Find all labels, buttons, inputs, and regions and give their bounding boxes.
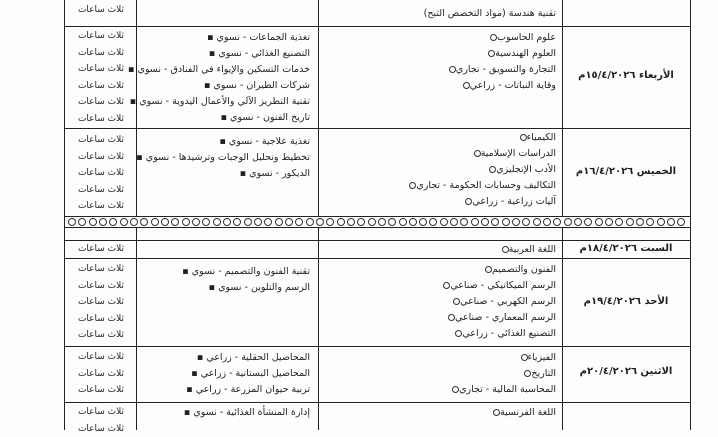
bullet-icon bbox=[485, 266, 492, 273]
specialized-subjects-cell: إدارة المنشأة الغذائية - نسوي ▪ bbox=[183, 407, 310, 418]
general-subjects-cell: الكيمياء الدراسات الإسلامية الأدب الإنجليزي التكاليف وحسابات الحكومة - تجاري آليات زراعية - زراعي bbox=[404, 130, 556, 210]
duration-cell: ثلاث ساعات ثلاث ساعات ثلاث ساعات ثلاث ساعات ثلاث ساعات bbox=[77, 135, 125, 211]
exam-date-monday: الاثنين ٢٠/٤/٢٠٢٦م bbox=[579, 366, 673, 377]
general-subjects-cell: اللغة العربية bbox=[497, 242, 556, 258]
general-subjects-cell: الفيزياء التاريخ المحاسبة المالية - تجاري bbox=[447, 350, 556, 398]
bullet-icon bbox=[521, 354, 528, 361]
duration-cell: ثلاث ساعات ثلاث ساعات ثلاث ساعات bbox=[77, 352, 125, 395]
bullet-icon bbox=[448, 314, 455, 321]
table-border-left bbox=[64, 0, 65, 430]
table-border-right bbox=[690, 0, 691, 430]
duration-cell: ثلاث ساعات bbox=[77, 244, 125, 254]
general-subjects-cell: اللغة الفرنسية bbox=[488, 405, 556, 421]
exam-date-thursday: الخميس ١٦/٤/٢٠٢٦م bbox=[575, 166, 677, 177]
column-divider-date bbox=[562, 0, 563, 216]
bullet-icon bbox=[453, 298, 460, 305]
specialized-subjects-cell: تغذية علاجية - نسوي ▪ تخطيط وتحليل الوجبات وترشيدها - نسوي ▪ الديكور - نسوي ▪ bbox=[136, 136, 310, 179]
general-subjects-cell: الفنون والتصميم الرسم الميكانيكي - صناعي الرسم الكهربي - صناعي الرسم المعماري - صناعي التصنيع الغذائي - زراعي bbox=[438, 262, 556, 342]
duration-cell: ثلاث ساعات ثلاث ساعات ثلاث ساعات ثلاث ساعات ثلاث ساعات ثلاث ساعات bbox=[77, 31, 125, 124]
column-divider-subjects bbox=[318, 0, 319, 216]
row-divider bbox=[64, 258, 691, 259]
specialized-subjects-cell: تغذية الجماعات - نسوي ▪ التصنيع الغذائي - نسوي ▪ خدمات التسكين والإيواء في الفنادق - نسوي ▪ شركات الطيران - نسوي ▪ تقنية التطريز الآلي والأعمال اليدوية - نسوي ▪ تاريخ الفنون - نسوي ▪ bbox=[128, 32, 310, 123]
bullet-icon bbox=[502, 246, 509, 253]
bullet-icon bbox=[449, 66, 456, 73]
row-divider bbox=[64, 128, 691, 129]
general-subjects-cell: تقنية هندسة (مواد التخصص الثبح) bbox=[423, 8, 556, 19]
row-divider bbox=[64, 346, 691, 347]
specialized-subjects-cell: المحاصيل الحقلية - زراعي ▪ المحاصيل البستانية - زراعي ▪ تربية حيوان المزرعة - زراعي ▪ bbox=[186, 352, 310, 395]
exam-date-wednesday: الأربعاء ١٥/٤/٢٠٢٦م bbox=[578, 70, 674, 81]
bullet-icon bbox=[490, 34, 497, 41]
duration-cell: ثلاث ساعات bbox=[77, 5, 125, 15]
bullet-icon bbox=[463, 82, 470, 89]
exam-date-saturday: السبت ١٨/٤/٢٠٢٦م bbox=[579, 243, 673, 254]
bullet-icon bbox=[452, 386, 459, 393]
specialized-subjects-cell: تقنية الفنون والتصميم - نسوي ▪ الرسم والتلوين - نسوي ▪ bbox=[182, 266, 310, 293]
bullet-icon bbox=[520, 134, 527, 141]
exam-date-sunday: الأحد ١٩/٤/٢٠٢٦م bbox=[583, 296, 669, 307]
row-divider bbox=[64, 240, 691, 241]
bullet-icon bbox=[474, 150, 481, 157]
duration-cell: ثلاث ساعات ثلاث ساعات ثلاث ساعات ثلاث ساعات ثلاث ساعات bbox=[77, 264, 125, 340]
row-divider bbox=[64, 402, 691, 403]
duration-cell: ثلاث ساعات ثلاث ساعات bbox=[77, 407, 125, 434]
general-subjects-cell: علوم الحاسوب العلوم الهندسية التجارة والتسويق - تجاري وقاية النباتات - زراعي bbox=[444, 30, 556, 94]
bullet-icon bbox=[493, 409, 500, 416]
row-divider bbox=[64, 26, 691, 27]
ornamental-separator bbox=[64, 216, 690, 228]
